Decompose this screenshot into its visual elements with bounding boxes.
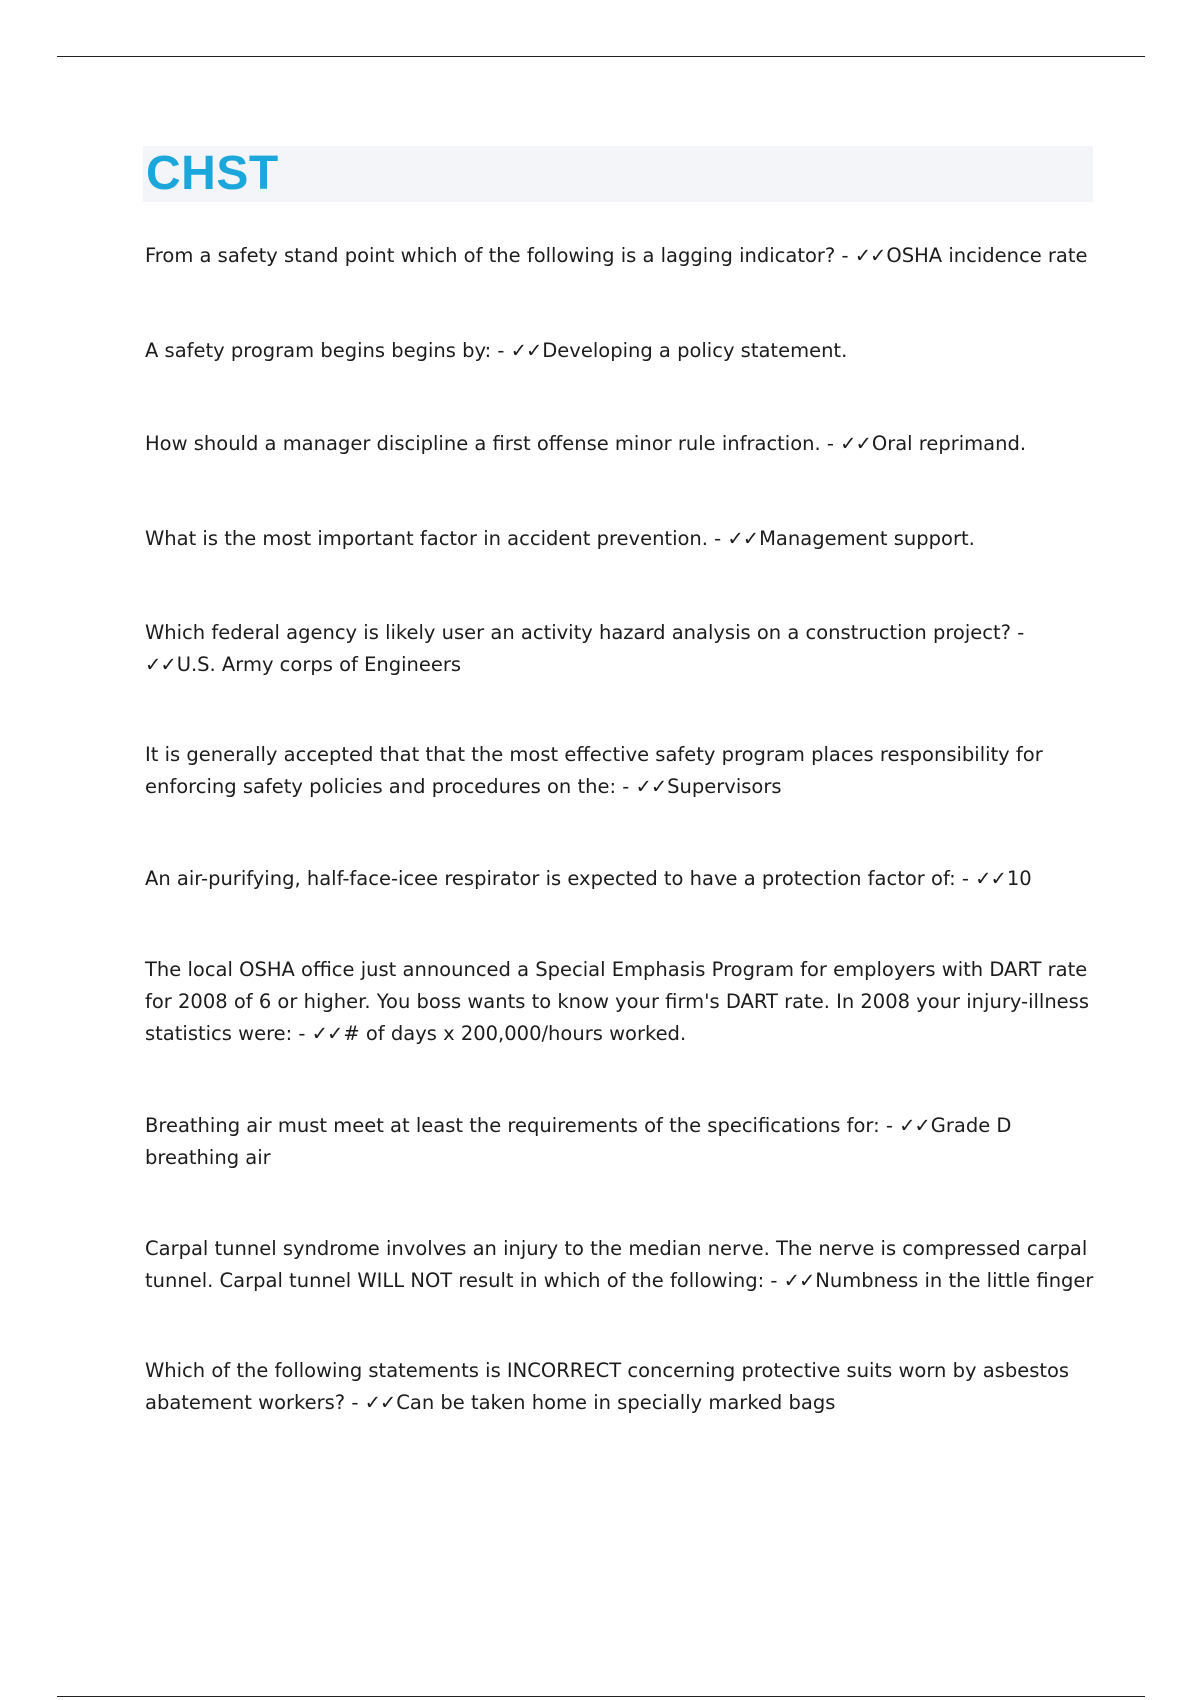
question-text: An air-purifying, half-face-icee respirator is expected to have a protection factor of: -	[145, 867, 976, 890]
title-band	[143, 146, 1093, 202]
question-text: Carpal tunnel syndrome involves an injury to the median nerve. The nerve is compressed carpal tunnel. Carpal tunnel WILL NOT result in which of the following: -	[145, 1237, 1088, 1292]
double-check-icon: ✓✓	[145, 653, 176, 676]
double-check-icon: ✓✓	[783, 1269, 815, 1292]
answer-text: Management support.	[759, 527, 975, 550]
answer-text: Supervisors	[667, 775, 782, 798]
double-check-icon: ✓✓	[311, 1022, 343, 1045]
qa-item	[145, 954, 1095, 1050]
answer-text: OSHA incidence rate	[886, 244, 1088, 267]
qa-item	[145, 428, 1095, 460]
qa-item	[145, 1233, 1095, 1297]
qa-item	[145, 335, 1095, 367]
question-text: What is the most important factor in accident prevention. -	[145, 527, 728, 550]
answer-text: # of days x 200,000/hours worked.	[343, 1022, 687, 1045]
qa-list	[145, 240, 1095, 1419]
question-text: Which of the following statements is INCORRECT concerning protective suits worn by asbestos abatement workers? -	[145, 1359, 1070, 1414]
qa-item	[145, 863, 1095, 895]
qa-item	[145, 1355, 1095, 1419]
footer-rule	[57, 1696, 1145, 1697]
answer-text: Numbness in the little finger	[815, 1269, 1094, 1292]
double-check-icon: ✓✓	[727, 527, 759, 550]
question-text: Breathing air must meet at least the requirements of the specifications for: -	[145, 1114, 900, 1137]
qa-item	[145, 617, 1095, 681]
qa-item	[145, 1110, 1095, 1174]
qa-item	[145, 240, 1095, 272]
double-check-icon: ✓✓	[635, 775, 667, 798]
header-rule	[57, 56, 1145, 57]
double-check-icon: ✓✓	[510, 339, 542, 362]
question-text: From a safety stand point which of the following is a lagging indicator? -	[145, 244, 855, 267]
qa-item	[145, 739, 1095, 803]
document-title: CHST	[146, 147, 279, 200]
double-check-icon: ✓✓	[899, 1114, 930, 1137]
question-text: The local OSHA office just announced a Special Emphasis Program for employers with DART rate for 2008 of 6 or higher. You boss wants to know your firm's DART rate. In 2008 your injury-illness statistics were: -	[145, 958, 1089, 1045]
question-text: It is generally accepted that that the most effective safety program places responsibility for enforcing safety policies and procedures on the: -	[145, 743, 1043, 798]
question-text: How should a manager discipline a first offense minor rule infraction. -	[145, 432, 841, 455]
answer-text: 10	[1006, 867, 1032, 890]
question-text: A safety program begins begins by: -	[145, 339, 511, 362]
double-check-icon: ✓✓	[975, 867, 1006, 890]
answer-text: Oral reprimand.	[871, 432, 1027, 455]
double-check-icon: ✓✓	[364, 1391, 396, 1414]
answer-text: Grade D breathing air	[145, 1114, 1012, 1169]
answer-text: Can be taken home in specially marked bags	[396, 1391, 836, 1414]
double-check-icon: ✓✓	[854, 244, 886, 267]
question-text: Which federal agency is likely user an activity hazard analysis on a construction project? -	[145, 621, 1025, 644]
qa-item	[145, 523, 1095, 555]
answer-text: U.S. Army corps of Engineers	[176, 653, 462, 676]
double-check-icon: ✓✓	[840, 432, 871, 455]
answer-text: Developing a policy statement.	[542, 339, 848, 362]
